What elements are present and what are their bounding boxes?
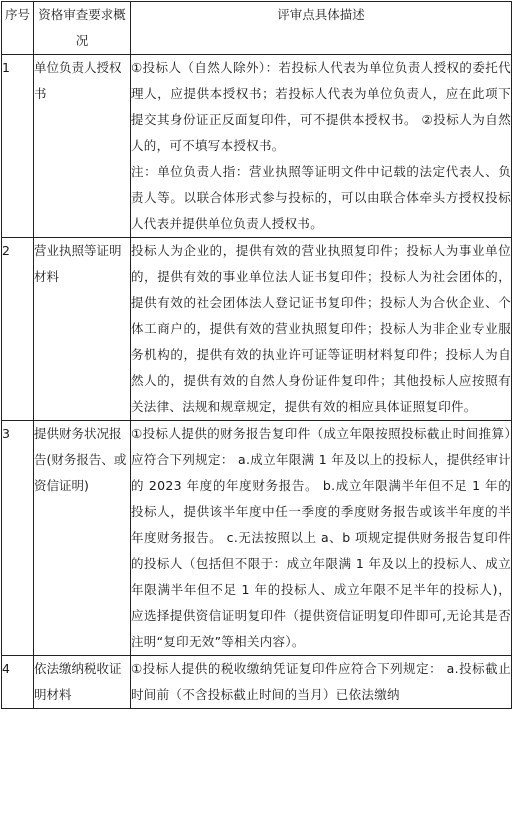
requirement-title: 提供财务状况报告(财务报告、或资信证明) — [34, 421, 131, 656]
requirement-title: 单位负责人授权书 — [34, 55, 131, 238]
description-paragraph: 投标人为企业的，提供有效的营业执照复印件；投标人为事业单位的，提供有效的事业单位法人证书复印件；投标人为社会团体的，提供有效的社会团体法人登记证书复印件；投标人为合伙企业、个体工商户的，提供有效的营业执照复印件；投标人为非企业专业服务机构的，提供有效的执业许可证等证明材料复印件；投标人为自然人的，提供有效的自然人身份证件复印件；其他投标人应按照有关法律、法规和规章规定，提供有效的相应具体证照复印件。 — [131, 243, 511, 414]
description-paragraph: ①投标人提供的税收缴纳凭证复印件应符合下列规定： a.投标截止时间前（不含投标截止时间的当月）已依法缴纳 — [131, 661, 511, 702]
row-number: 1 — [2, 55, 34, 238]
header-requirement-summary: 资格审查要求概况 — [34, 2, 131, 55]
review-description — [131, 421, 512, 656]
table-row — [2, 656, 512, 709]
review-description — [131, 238, 512, 421]
table-row — [2, 55, 512, 238]
header-serial-number: 序号 — [2, 2, 34, 55]
review-description — [131, 656, 512, 709]
row-number: 4 — [2, 656, 34, 709]
review-description — [131, 55, 512, 238]
requirement-title: 依法缴纳税收证明材料 — [34, 656, 131, 709]
table-row — [2, 238, 512, 421]
row-number: 2 — [2, 238, 34, 421]
qualification-review-table — [1, 1, 512, 709]
description-paragraph: ①投标人（自然人除外）：若投标人代表为单位负责人授权的委托代理人，应提供本授权书；若投标人代表为单位负责人，应在此项下提交其身份证正反面复印件，可不提供本授权书。 ②投标人为自然人的，可不填写本授权书。 — [131, 60, 511, 153]
table-row — [2, 421, 512, 656]
header-review-description: 评审点具体描述 — [131, 2, 512, 55]
table-header-row — [2, 2, 512, 55]
description-paragraph: ①投标人提供的财务报告复印件（成立年限按照投标截止时间推算）应符合下列规定： a.成立年限满 1 年及以上的投标人，提供经审计的 2023 年度的年度财务报告。 b.成立年限满半年但不足 1 年的投标人，提供该半年度中任一季度的季度财务报告或该半年度的半年度财务报告。 c.无法按照以上 a、b 项规定提供财务报告复印件的投标人（包括但不限于：成立年限满 1 年及以上的投标人、成立年限满半年但不足 1 年的投标人、成立年限不足半年的投标人)，应选择提供资信证明复印件（提供资信证明复印件即可,无论其是否注明“复印无效”等相关内容）。 — [131, 426, 511, 649]
description-note: 注：单位负责人指：营业执照等证明文件中记载的法定代表人、负责人等。以联合体形式参与投标的，可以由联合体牵头方授权投标人代表并提供单位负责人授权书。 — [131, 164, 511, 231]
requirement-title: 营业执照等证明材料 — [34, 238, 131, 421]
row-number: 3 — [2, 421, 34, 656]
